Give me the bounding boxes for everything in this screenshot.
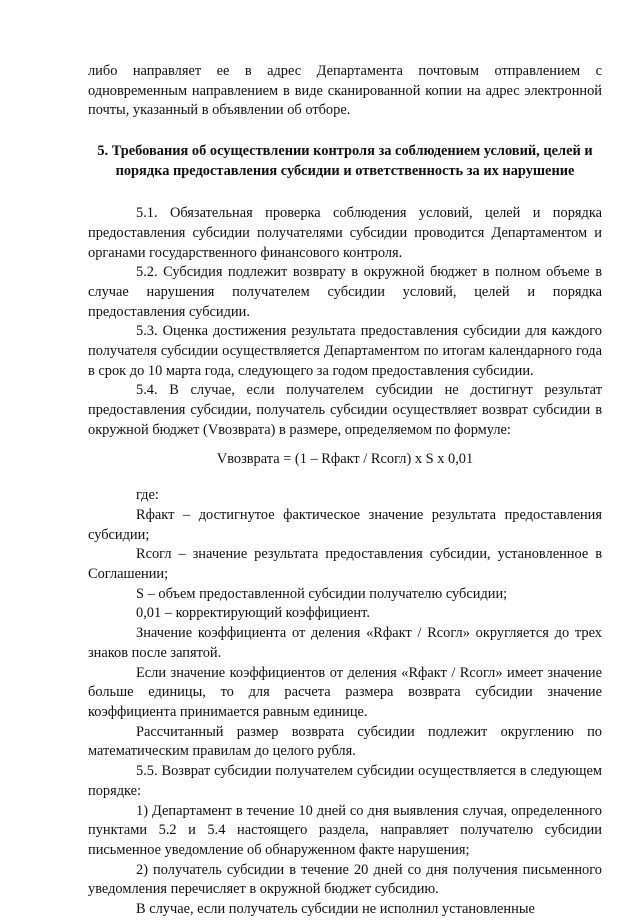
rounding-rule-paragraph: Рассчитанный размер возврата субсидии подлежит округлению по математическим правилам до целого рубля. [88,723,602,760]
section-heading: 5. Требования об осуществлении контроля за соблюдением условий, целей и порядка предоставления субсидии и ответственность за их нарушение [97,143,593,180]
step-2-paragraph: 2) получатель субсидии в течение 20 дней со дня получения письменного уведомления перечисляет в окружной бюджет субсидию. [88,861,602,898]
paragraph-5-3: 5.3. Оценка достижения результата предоставления субсидии для каждого получателя субсидии осуществляется Департаментом по итогам календарного года в срок до 10 марта года, следующего за годом предоставления субсидии. [88,323,602,379]
intro-paragraph: либо направляет ее в адрес Департамента почтовым отправлением с одновременным направлением в виде сканированной копии на адрес электронной почты, указанный в объявлении об отборе. [88,63,602,119]
step-1-paragraph: 1) Департамент в течение 10 дней со дня выявления случая, определенного пунктами 5.2 и 5.4 настоящего раздела, направляет получателю субсидии письменное уведомление об обнаруженном факте нарушения; [88,802,602,858]
paragraph-5-1: 5.1. Обязательная проверка соблюдения условий, целей и порядка предоставления субсидии получателями субсидии проводится Департаментом и органами государственного финансового контроля. [88,205,602,261]
over-one-paragraph: Если значение коэффициентов от деления «Rфакт / Rсогл» имеет значение больше единицы, то для расчета размера возврата субсидии значение коэффициента принимается равным единице. [88,664,602,720]
paragraph-5-5: 5.5. Возврат субсидии получателем субсидии осуществляется в следующем порядке: [88,763,602,799]
definition-rsogl: Rсогл – значение результата предоставления субсидии, установленное в Соглашении; [88,546,602,583]
where-label: где: [136,487,159,504]
paragraph-5-4: 5.4. В случае, если получателем субсидии не достигнут результат предоставления субсидии, получатель субсидии осуществляет возврат субсидии в окружной бюджет (Vвозврата) в размере, определяемом по формуле: [88,382,602,438]
document-page [88,62,602,920]
rounding-paragraph: Значение коэффициента от деления «Rфакт / Rсогл» округляется до трех знаков после запятой. [88,625,602,661]
paragraph-5-2: 5.2. Субсидия подлежит возврату в окружной бюджет в полном объеме в случае нарушения получателем субсидии условий, целей и порядка предоставления субсидии. [88,264,602,320]
definition-s: S – объем предоставленной субсидии получателю субсидии; [136,585,508,602]
definition-rfakt: Rфакт – достигнутое фактическое значение результата предоставления субсидии; [88,506,602,543]
last-paragraph: В случае, если получатель субсидии не исполнил установленные [136,901,535,918]
definition-coefficient: 0,01 – корректирующий коэффициент. [136,605,370,622]
formula: Vвозврата = (1 – Rфакт / Rсогл) x S x 0,01 [216,450,474,467]
